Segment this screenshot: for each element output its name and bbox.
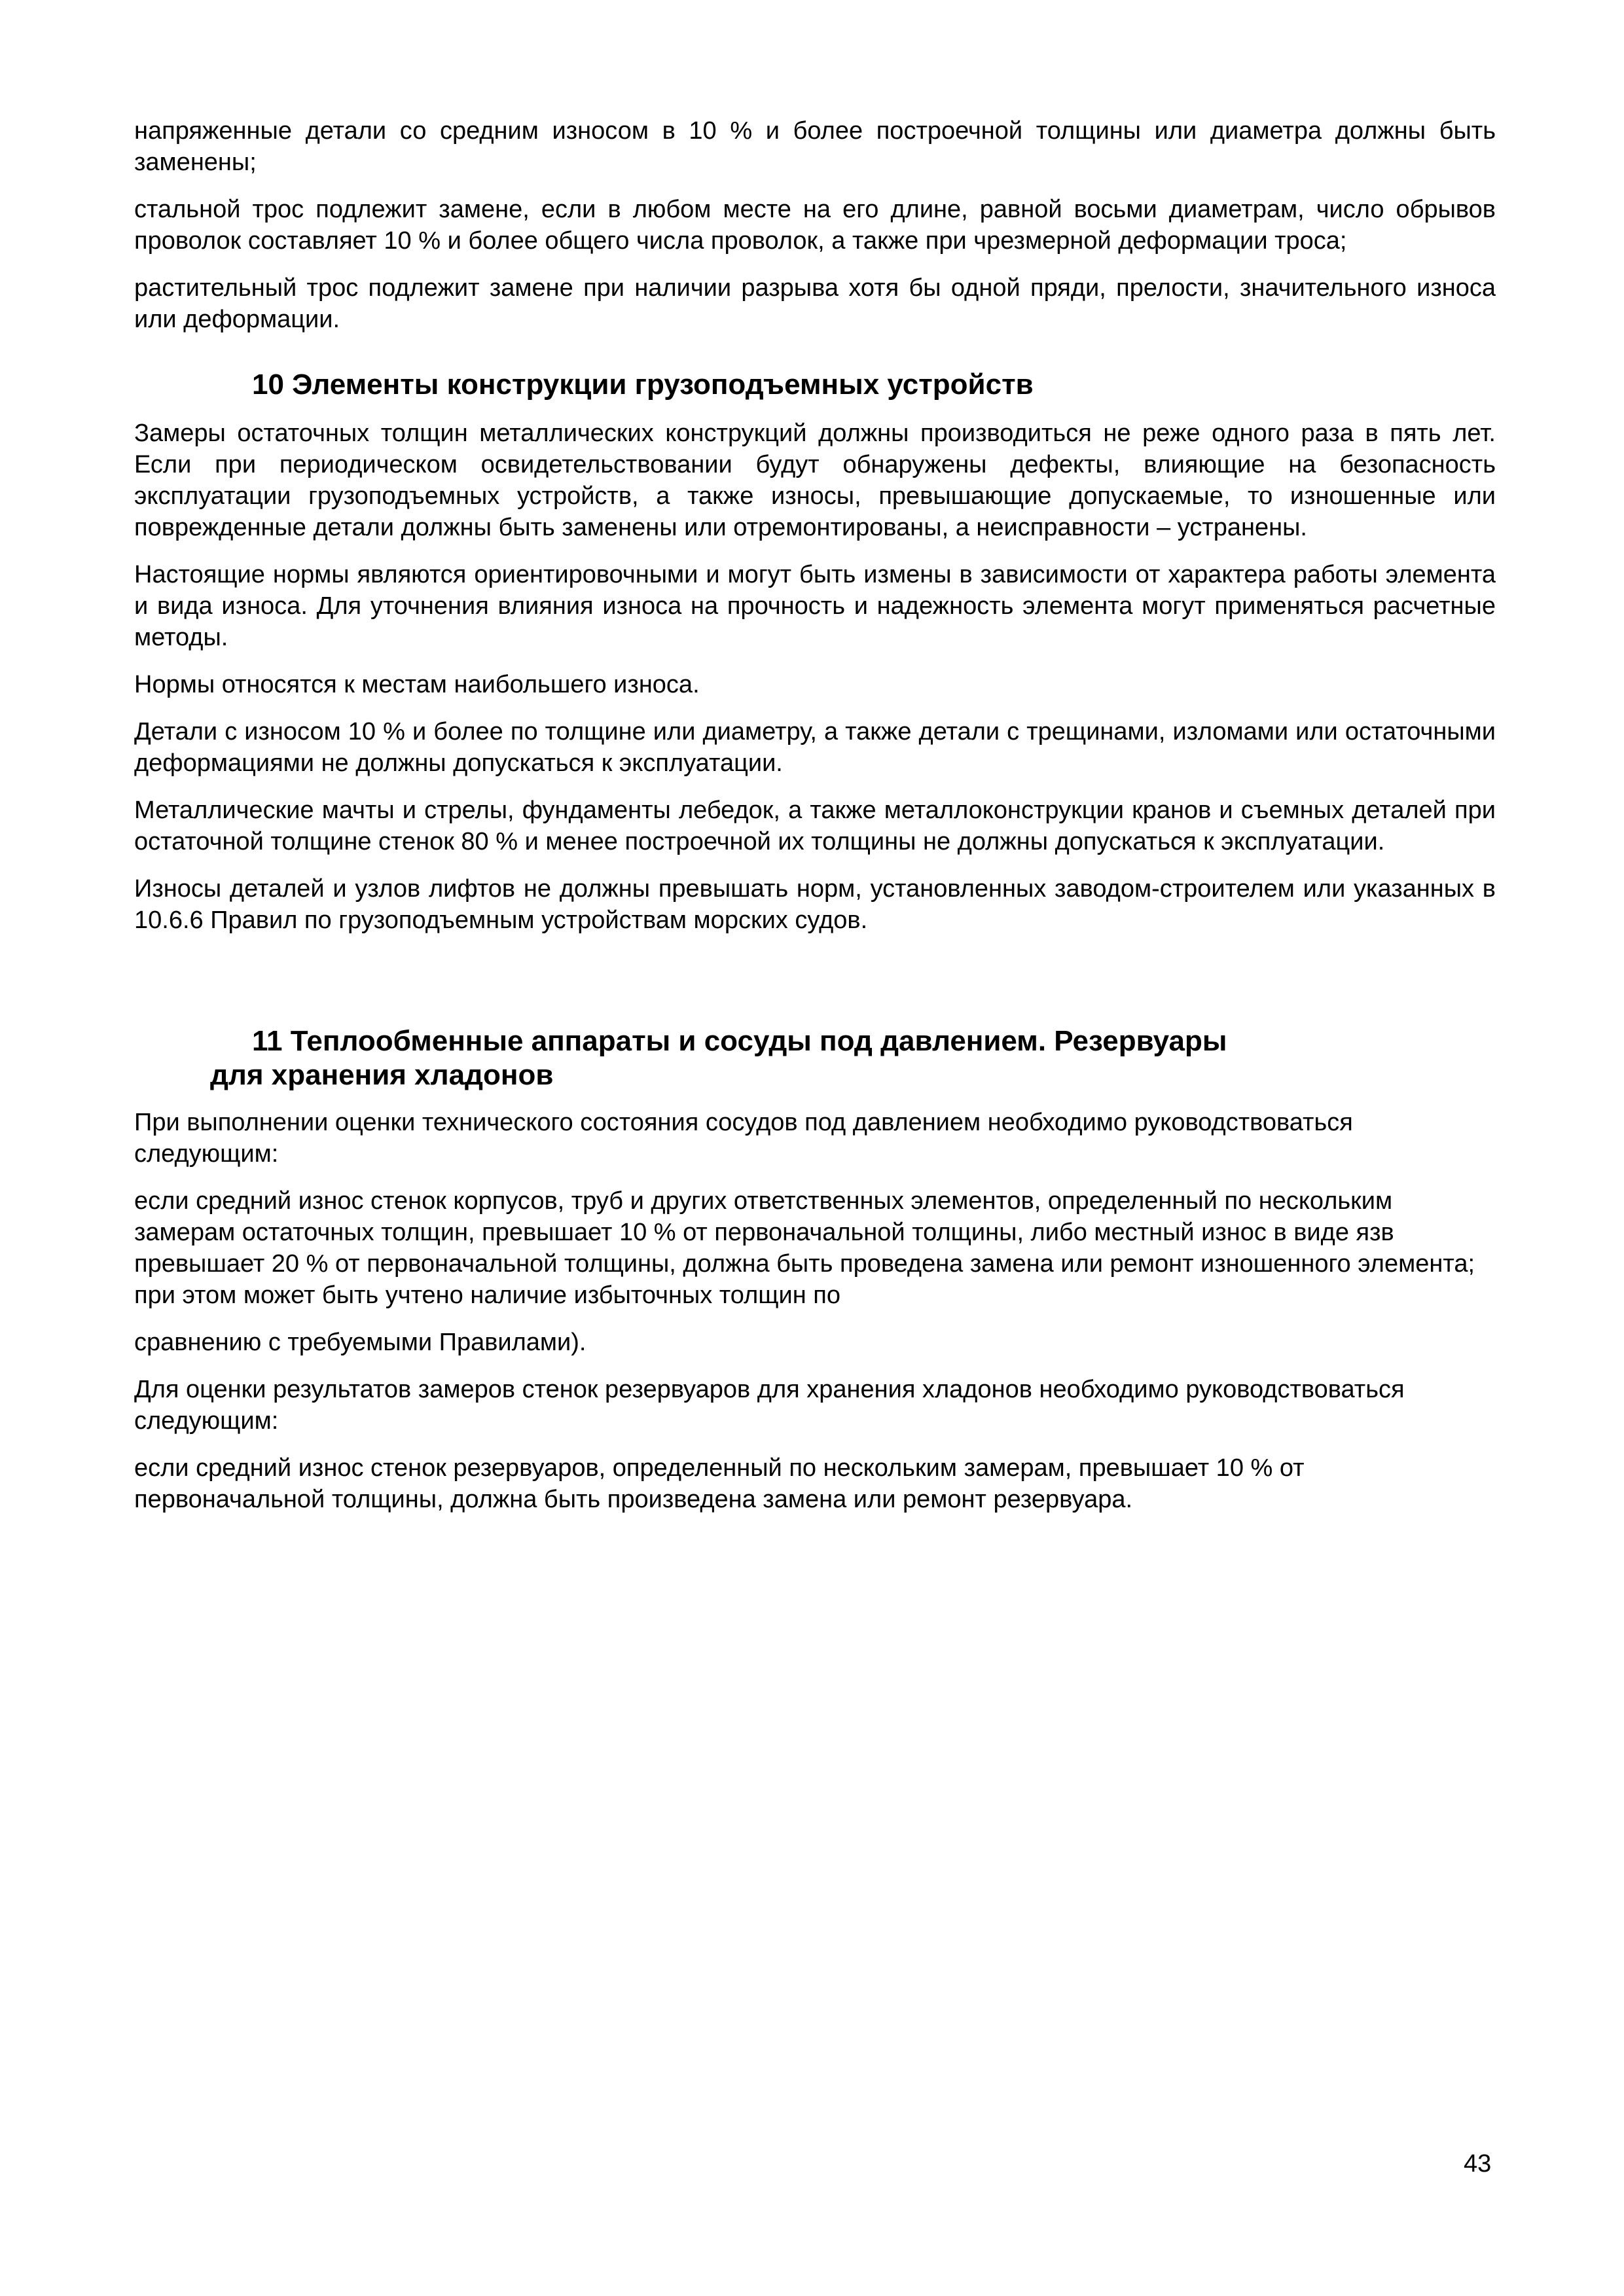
- paragraph: стальной трос подлежит замене, если в любом месте на его длине, равной восьми диаметрам, число обрывов проволок составляет 10 % и более общего числа проволок, а также при чрезмерной деформации троса;: [134, 196, 1496, 255]
- paragraph: если средний износ стенок корпусов, труб и других ответственных элементов, определенный по нескольким замерам остаточных толщин, превышает 10 % от первоначальной толщины, либо местный износ в виде язв превышает 20 % от первоначальной толщины, должна быть проведена замена или ремонт изношенного элемента; при этом может быть учтено наличие избыточных толщин по: [134, 1187, 1475, 1309]
- paragraph: если средний износ стенок резервуаров, определенный по нескольким замерам, превышает 10 % от первоначальной толщины, должна быть произведена замена или ремонт резервуара.: [134, 1454, 1305, 1513]
- page-number: 43: [1464, 2150, 1492, 2178]
- paragraph: Замеры остаточных толщин металлических конструкций должны производиться не реже одного раза в пять лет. Если при периодическом освидетельствовании будут обнаружены дефекты, влияющие на безопасность эксплуатации грузоподъемных устройств, а также износы, превышающие допускаемые, то изношенные или поврежденные детали должны быть заменены или отремонтированы, а неисправности – устранены.: [134, 420, 1496, 541]
- paragraph: Износы деталей и узлов лифтов не должны превышать норм, установленных заводом-строителем или указанных в 10.6.6 Правил по грузоподъемным устройствам морских судов.: [134, 875, 1496, 934]
- paragraph: Детали с износом 10 % и более по толщине или диаметру, а также детали с трещинами, изломами или остаточными деформациями не должны допускаться к эксплуатации.: [134, 718, 1496, 777]
- paragraph: При выполнении оценки технического состояния сосудов под давлением необходимо руководствоваться следующим:: [134, 1109, 1353, 1168]
- paragraph: Для оценки результатов замеров стенок резервуаров для хранения хладонов необходимо руководствоваться следующим:: [134, 1376, 1405, 1435]
- page-content: [134, 115, 1496, 1531]
- paragraph: растительный трос подлежит замене при наличии разрыва хотя бы одной пряди, прелости, значительного износа или деформации.: [134, 274, 1496, 333]
- paragraph: Настоящие нормы являются ориентировочными и могут быть измены в зависимости от характера работы элемента и вида износа. Для уточнения влияния износа на прочность и надежность элемента могут применяться расчетные методы.: [134, 561, 1496, 651]
- section-10-heading: 10 Элементы конструкции грузоподъемных устройств: [252, 368, 1034, 401]
- paragraph: напряженные детали со средним износом в 10 % и более построечной толщины или диаметра должны быть заменены;: [134, 117, 1496, 176]
- paragraph: сравнению с требуемыми Правилами).: [134, 1329, 586, 1356]
- paragraph: Металлические мачты и стрелы, фундаменты лебедок, а также металлоконструкции кранов и съемных деталей при остаточной толщине стенок 80 % и менее построечной их толщины не должны допускаться к эксплуатации.: [134, 797, 1496, 855]
- section-11-heading-line-2: для хранения хладонов: [210, 1059, 554, 1091]
- section-11-heading-line-1: 11 Теплообменные аппараты и сосуды под давлением. Резервуары: [252, 1025, 1227, 1057]
- section-11-heading: [210, 1024, 1430, 1092]
- paragraph: Нормы относятся к местам наибольшего износа.: [134, 671, 700, 698]
